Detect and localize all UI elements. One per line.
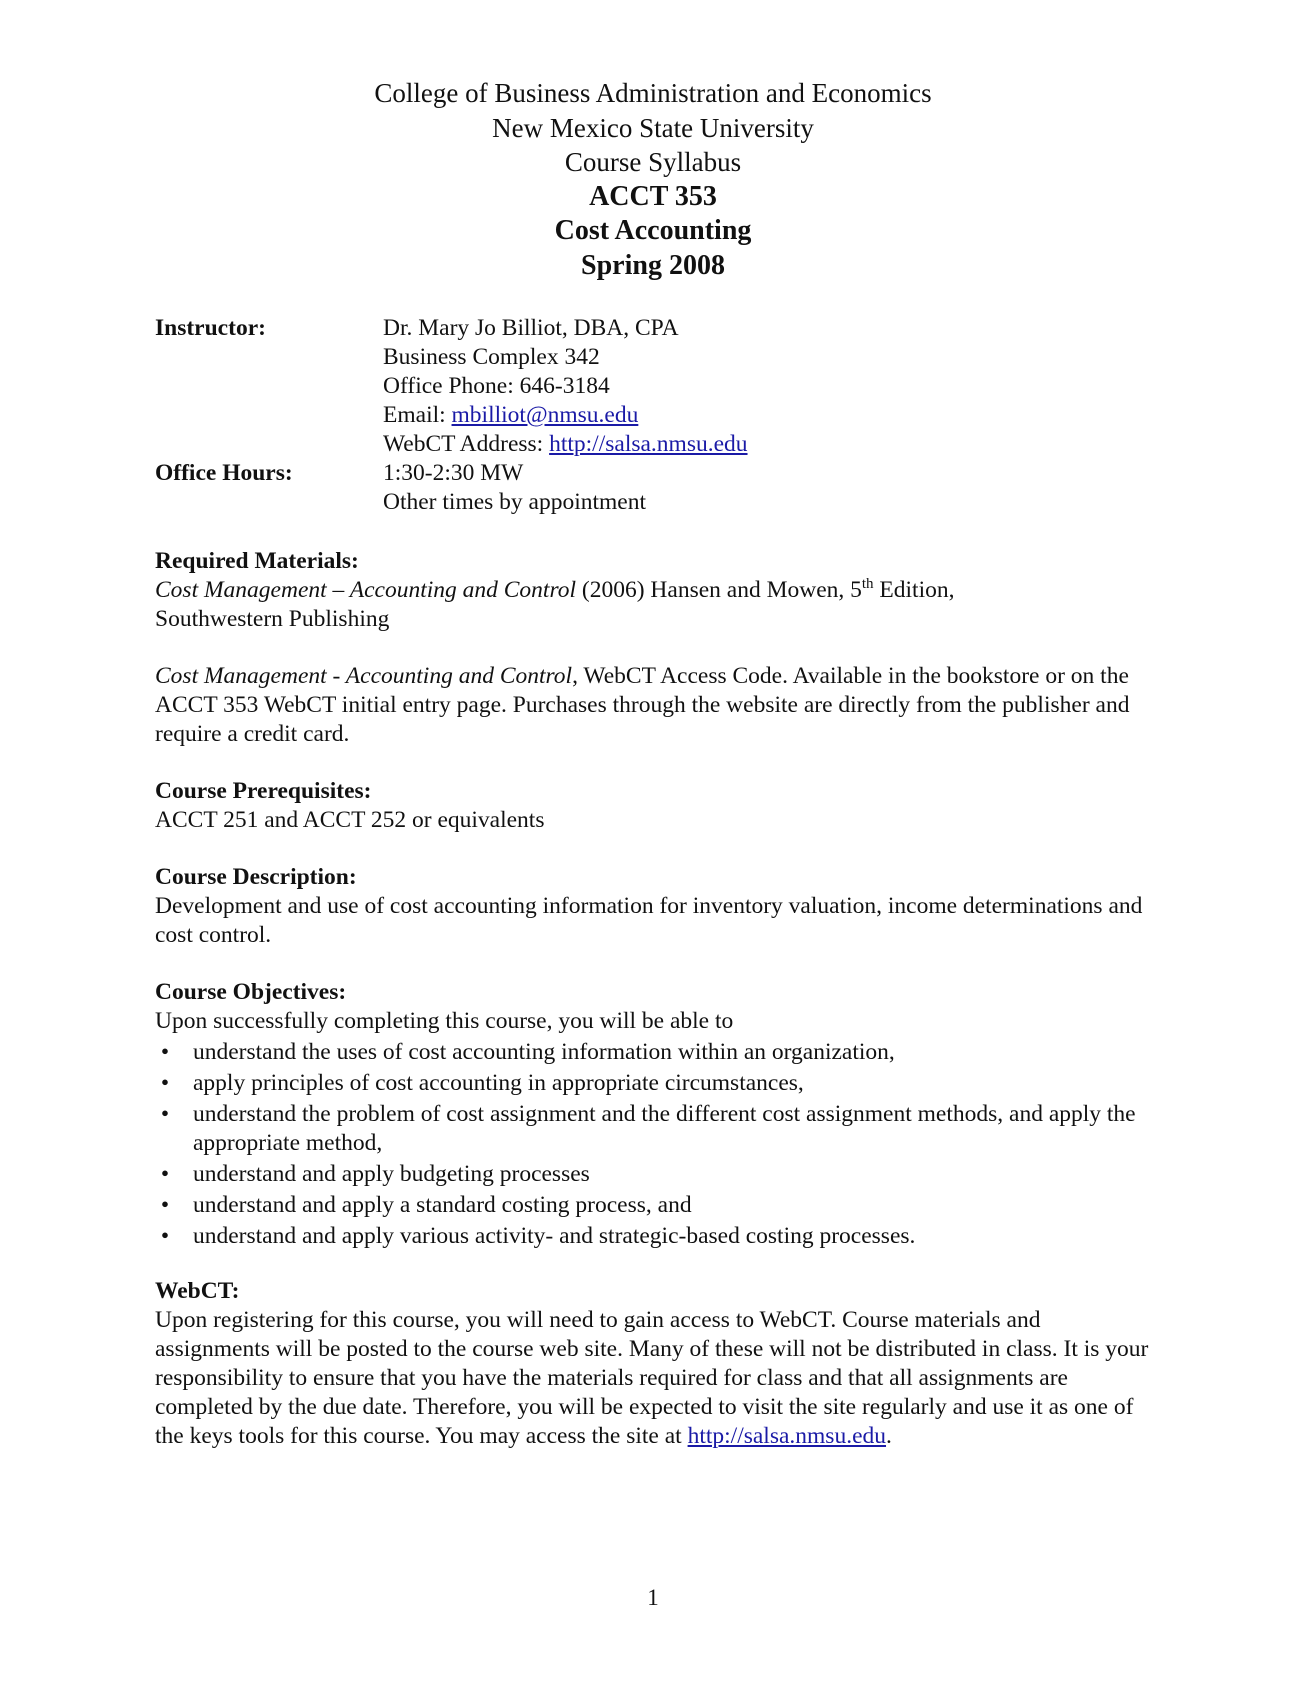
bullet: • [160,1101,170,1127]
office-hours-label: Office Hours: [155,460,293,486]
office-hours-block [155,459,1155,517]
course-term: Spring 2008 [581,249,725,281]
instructor-phone: Office Phone: 646-3184 [383,373,610,399]
objective-text: understand and apply various activity- and strategic-based costing processes. [193,1223,916,1249]
email-link[interactable]: mbilliot@nmsu.edu [451,402,639,428]
syllabus-body [155,314,1155,1451]
bullet: • [160,1192,170,1218]
required-materials-section [155,547,1155,749]
instructor-label: Instructor: [155,315,266,341]
bullet: • [160,1039,170,1065]
list-item [155,1191,1155,1220]
instructor-office: Business Complex 342 [383,344,600,370]
access-code-paragraph [155,662,1155,749]
webct-address-label: WebCT Address: [383,431,550,457]
webct-text: Upon registering for this course, you will need to gain access to WebCT. Course materials and assignments will be posted to the course web site. Many of these will not be distributed in class. It is your responsibility to ensure that you have the materials required for class and that all assignments are completed by the due date. Therefore, you will be expected to visit the site regularly and use it as one of the keys tools for this course. You may access the site at [155,1307,1149,1449]
objective-text: apply principles of cost accounting in appropriate circumstances, [193,1070,804,1096]
list-item [155,1069,1155,1098]
objective-text: understand the uses of cost accounting information within an organization, [193,1039,895,1065]
instructor-webct-line [383,430,1155,459]
objectives-section [155,978,1155,1251]
course-name: Cost Accounting [554,215,752,246]
objectives-title: Course Objectives: [155,979,347,1005]
instructor-name: Dr. Mary Jo Billiot, DBA, CPA [383,315,679,341]
prerequisites-title: Course Prerequisites: [155,778,372,804]
page-number: 1 [647,1585,659,1610]
bullet: • [160,1223,170,1249]
document-header [0,76,1306,283]
instructor-details [383,314,1155,459]
description-section [155,863,1155,950]
textbook-title: Cost Management – Accounting and Control [155,577,577,603]
webct-paragraph [155,1306,1155,1451]
list-item [155,1222,1155,1251]
instructor-email-line [383,401,1155,430]
office-hours-other: Other times by appointment [383,489,647,515]
description-text: Development and use of cost accounting information for inventory valuation, income determinations and cost control. [155,893,1143,948]
instructor-block [155,314,1155,459]
university-name: New Mexico State University [492,112,814,143]
bullet: • [160,1070,170,1096]
textbook-info: (2006) Hansen and Mowen, 5 [576,577,862,603]
college-name: College of Business Administration and Economics [374,78,932,108]
list-item [155,1038,1155,1067]
course-code: ACCT 353 [589,180,717,212]
edition-superscript: th [861,576,874,593]
webct-section [155,1277,1155,1451]
list-item [155,1100,1155,1158]
textbook-line [155,576,1155,605]
email-label: Email: [383,402,452,428]
objective-text: understand the problem of cost assignment and the different cost assignment methods, and apply the appropriate method, [193,1101,1136,1156]
webct-address-link[interactable]: http://salsa.nmsu.edu [549,431,748,457]
required-materials-title: Required Materials: [155,548,359,574]
access-code-title: Cost Management - Accounting and Control [155,663,573,689]
objective-text: understand and apply a standard costing process, and [193,1192,692,1218]
prerequisites-section [155,777,1155,835]
office-hours-time: 1:30-2:30 MW [383,460,524,486]
office-hours-details [383,459,1155,517]
bullet: • [160,1161,170,1187]
edition-text: Edition, [873,577,955,603]
objectives-intro: Upon successfully completing this course, you will be able to [155,1008,734,1034]
publisher: Southwestern Publishing [155,606,390,632]
prerequisites-text: ACCT 251 and ACCT 252 or equivalents [155,807,545,833]
webct-title: WebCT: [155,1278,240,1304]
document-type: Course Syllabus [564,147,742,177]
access-code-text: , WebCT Access Code. Available in the bookstore or on the ACCT 353 WebCT initial entry page. Purchases through the website are directly from the publisher and require a credit card. [155,663,1130,747]
webct-site-link[interactable]: http://salsa.nmsu.edu [687,1423,887,1449]
list-item [155,1160,1155,1189]
webct-period: . [886,1423,892,1449]
description-title: Course Description: [155,864,357,890]
objectives-list [155,1038,1155,1251]
objective-text: understand and apply budgeting processes [193,1161,590,1187]
